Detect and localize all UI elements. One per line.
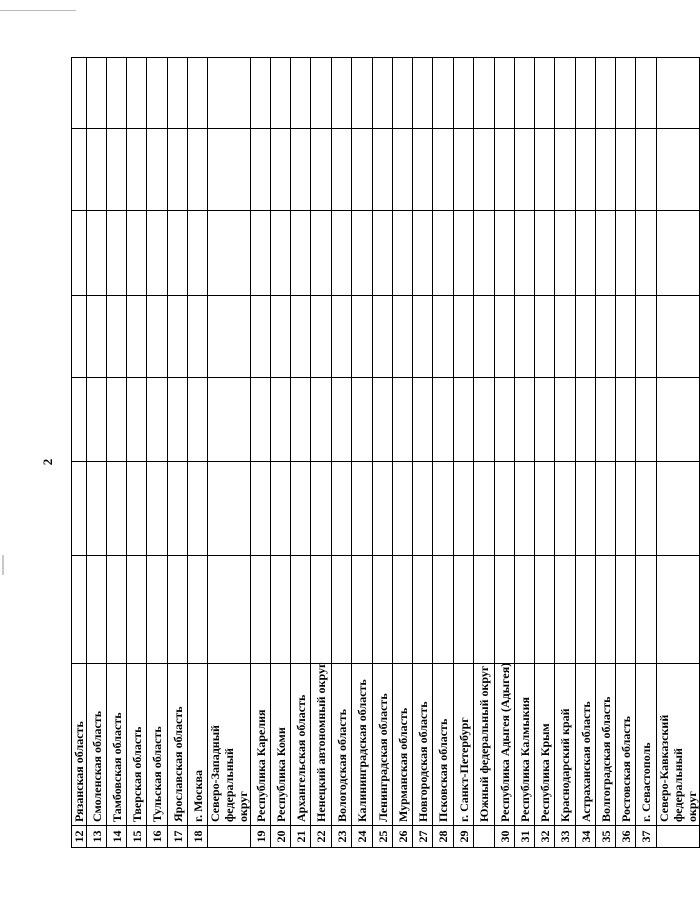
table-row	[107, 58, 127, 848]
region-name: Псковская область	[433, 664, 454, 826]
empty-cell	[535, 462, 555, 556]
empty-cell	[596, 211, 616, 296]
empty-cell	[636, 378, 657, 462]
empty-cell	[616, 462, 636, 556]
empty-cell	[168, 58, 188, 129]
empty-cell	[454, 556, 474, 664]
empty-cell	[616, 378, 636, 462]
row-number: 27	[413, 826, 433, 848]
empty-cell	[271, 462, 291, 556]
empty-cell	[332, 296, 352, 378]
row-number: 18	[188, 826, 208, 848]
table-row	[208, 58, 251, 848]
empty-cell	[72, 211, 87, 296]
empty-cell	[474, 378, 495, 462]
scan-edge-mark	[2, 555, 4, 575]
empty-cell	[535, 556, 555, 664]
region-name: Республика Карелия	[251, 664, 271, 826]
row-number: 20	[271, 826, 291, 848]
row-number: 33	[555, 826, 576, 848]
table-row	[535, 58, 555, 848]
empty-cell	[271, 296, 291, 378]
empty-cell	[352, 211, 373, 296]
empty-cell	[373, 378, 393, 462]
row-number: 22	[311, 826, 332, 848]
table-row	[495, 58, 515, 848]
empty-cell	[596, 378, 616, 462]
empty-cell	[495, 556, 515, 664]
empty-cell	[657, 211, 700, 296]
regions-table	[71, 57, 700, 848]
empty-cell	[147, 462, 168, 556]
region-name: Калининградская область	[352, 664, 373, 826]
empty-cell	[474, 129, 495, 211]
table-row	[87, 58, 107, 848]
empty-cell	[535, 58, 555, 129]
empty-cell	[576, 58, 596, 129]
empty-cell	[271, 58, 291, 129]
empty-cell	[251, 211, 271, 296]
empty-cell	[87, 58, 107, 129]
empty-cell	[515, 296, 535, 378]
empty-cell	[251, 58, 271, 129]
region-name: Вологодская область	[332, 664, 352, 826]
empty-cell	[251, 378, 271, 462]
row-number	[208, 826, 251, 848]
empty-cell	[332, 129, 352, 211]
empty-cell	[616, 296, 636, 378]
empty-cell	[291, 129, 311, 211]
empty-cell	[188, 129, 208, 211]
empty-cell	[87, 296, 107, 378]
empty-cell	[373, 58, 393, 129]
empty-cell	[311, 211, 332, 296]
empty-cell	[188, 378, 208, 462]
empty-cell	[373, 462, 393, 556]
empty-cell	[107, 129, 127, 211]
empty-cell	[271, 378, 291, 462]
empty-cell	[454, 378, 474, 462]
region-name: Краснодарский край	[555, 664, 576, 826]
empty-cell	[251, 129, 271, 211]
row-number: 16	[147, 826, 168, 848]
empty-cell	[616, 556, 636, 664]
region-name: Новгородская область	[413, 664, 433, 826]
region-name: Республика Крым	[535, 664, 555, 826]
empty-cell	[495, 211, 515, 296]
empty-cell	[515, 211, 535, 296]
row-number: 34	[576, 826, 596, 848]
row-number: 12	[72, 826, 87, 848]
empty-cell	[495, 378, 515, 462]
empty-cell	[433, 378, 454, 462]
region-name-continued: округ	[236, 791, 250, 822]
empty-cell	[147, 556, 168, 664]
row-number: 13	[87, 826, 107, 848]
empty-cell	[87, 129, 107, 211]
region-name: Мурманская область	[393, 664, 413, 826]
empty-cell	[208, 556, 251, 664]
empty-cell	[147, 58, 168, 129]
empty-cell	[188, 462, 208, 556]
empty-cell	[555, 462, 576, 556]
empty-cell	[251, 296, 271, 378]
empty-cell	[413, 211, 433, 296]
table-row	[474, 58, 495, 848]
empty-cell	[433, 556, 454, 664]
table-row	[147, 58, 168, 848]
region-name: Северо-Западный федеральный	[208, 725, 236, 822]
table-row	[127, 58, 147, 848]
empty-cell	[168, 462, 188, 556]
empty-cell	[373, 129, 393, 211]
empty-cell	[72, 129, 87, 211]
region-name: Астраханская область	[576, 664, 596, 826]
empty-cell	[413, 58, 433, 129]
empty-cell	[373, 296, 393, 378]
empty-cell	[291, 378, 311, 462]
empty-cell	[332, 556, 352, 664]
empty-cell	[168, 129, 188, 211]
region-name-cell	[208, 664, 251, 826]
region-name: Архангельская область	[291, 664, 311, 826]
empty-cell	[576, 462, 596, 556]
table-row	[311, 58, 332, 848]
empty-cell	[352, 378, 373, 462]
empty-cell	[454, 129, 474, 211]
table-row	[576, 58, 596, 848]
empty-cell	[352, 462, 373, 556]
empty-cell	[208, 462, 251, 556]
empty-cell	[208, 211, 251, 296]
empty-cell	[616, 58, 636, 129]
region-name: Республика Калмыкия	[515, 664, 535, 826]
empty-cell	[311, 58, 332, 129]
table-row	[596, 58, 616, 848]
empty-cell	[495, 58, 515, 129]
empty-cell	[208, 296, 251, 378]
empty-cell	[515, 129, 535, 211]
empty-cell	[393, 129, 413, 211]
empty-cell	[576, 129, 596, 211]
table-row	[413, 58, 433, 848]
empty-cell	[311, 129, 332, 211]
empty-cell	[147, 129, 168, 211]
empty-cell	[474, 58, 495, 129]
row-number	[657, 826, 700, 848]
empty-cell	[535, 296, 555, 378]
empty-cell	[87, 556, 107, 664]
empty-cell	[596, 296, 616, 378]
empty-cell	[657, 556, 700, 664]
empty-cell	[332, 58, 352, 129]
empty-cell	[657, 462, 700, 556]
region-name: Тверская область	[127, 664, 147, 826]
empty-cell	[127, 378, 147, 462]
empty-cell	[657, 58, 700, 129]
empty-cell	[433, 129, 454, 211]
empty-cell	[657, 129, 700, 211]
empty-cell	[474, 556, 495, 664]
row-number: 28	[433, 826, 454, 848]
empty-cell	[616, 211, 636, 296]
table-row	[188, 58, 208, 848]
empty-cell	[515, 378, 535, 462]
table-row	[636, 58, 657, 848]
empty-cell	[87, 378, 107, 462]
empty-cell	[495, 296, 515, 378]
table-row	[251, 58, 271, 848]
row-number	[474, 826, 495, 848]
empty-cell	[107, 556, 127, 664]
empty-cell	[352, 129, 373, 211]
empty-cell	[107, 296, 127, 378]
row-number: 35	[596, 826, 616, 848]
table-row	[373, 58, 393, 848]
empty-cell	[636, 556, 657, 664]
row-number: 25	[373, 826, 393, 848]
row-number: 19	[251, 826, 271, 848]
region-name: г. Москва	[188, 664, 208, 826]
empty-cell	[87, 211, 107, 296]
empty-cell	[311, 462, 332, 556]
empty-cell	[596, 462, 616, 556]
table-row	[454, 58, 474, 848]
empty-cell	[291, 296, 311, 378]
region-name-cell	[657, 664, 700, 826]
table-row	[168, 58, 188, 848]
empty-cell	[555, 129, 576, 211]
empty-cell	[127, 556, 147, 664]
row-number: 32	[535, 826, 555, 848]
empty-cell	[474, 296, 495, 378]
empty-cell	[515, 462, 535, 556]
empty-cell	[433, 462, 454, 556]
empty-cell	[393, 462, 413, 556]
region-name: Республика Адыгея (Адыгея)	[495, 664, 515, 826]
empty-cell	[208, 58, 251, 129]
empty-cell	[147, 211, 168, 296]
empty-cell	[168, 556, 188, 664]
empty-cell	[168, 211, 188, 296]
empty-cell	[535, 211, 555, 296]
empty-cell	[87, 462, 107, 556]
empty-cell	[413, 129, 433, 211]
empty-cell	[657, 296, 700, 378]
empty-cell	[271, 129, 291, 211]
empty-cell	[188, 556, 208, 664]
table-row	[332, 58, 352, 848]
empty-cell	[413, 462, 433, 556]
region-name: Северо-Кавказский федеральный	[657, 714, 685, 822]
empty-cell	[535, 129, 555, 211]
empty-cell	[373, 211, 393, 296]
empty-cell	[393, 211, 413, 296]
region-name: Ленинградская область	[373, 664, 393, 826]
scan-corner-mark	[0, 0, 76, 11]
empty-cell	[147, 378, 168, 462]
table-row	[352, 58, 373, 848]
empty-cell	[596, 556, 616, 664]
empty-cell	[433, 58, 454, 129]
empty-cell	[393, 378, 413, 462]
empty-cell	[127, 58, 147, 129]
table-row	[657, 58, 700, 848]
table-row	[433, 58, 454, 848]
table-row	[72, 58, 87, 848]
empty-cell	[636, 296, 657, 378]
empty-cell	[168, 378, 188, 462]
empty-cell	[413, 378, 433, 462]
row-number: 36	[616, 826, 636, 848]
empty-cell	[555, 211, 576, 296]
empty-cell	[393, 556, 413, 664]
empty-cell	[127, 129, 147, 211]
empty-cell	[576, 296, 596, 378]
table-row	[271, 58, 291, 848]
empty-cell	[147, 296, 168, 378]
empty-cell	[352, 58, 373, 129]
region-name: г. Севастополь	[636, 664, 657, 826]
table-row	[515, 58, 535, 848]
empty-cell	[495, 129, 515, 211]
empty-cell	[636, 462, 657, 556]
empty-cell	[107, 58, 127, 129]
table-row	[291, 58, 311, 848]
empty-cell	[555, 58, 576, 129]
empty-cell	[515, 556, 535, 664]
empty-cell	[188, 211, 208, 296]
empty-cell	[72, 462, 87, 556]
empty-cell	[474, 211, 495, 296]
empty-cell	[127, 296, 147, 378]
row-number: 15	[127, 826, 147, 848]
empty-cell	[454, 211, 474, 296]
empty-cell	[413, 296, 433, 378]
row-number: 23	[332, 826, 352, 848]
region-name: Тамбовская область	[107, 664, 127, 826]
empty-cell	[188, 58, 208, 129]
region-name: г. Санкт-Петербург	[454, 664, 474, 826]
empty-cell	[636, 58, 657, 129]
empty-cell	[311, 556, 332, 664]
row-number: 37	[636, 826, 657, 848]
row-number: 17	[168, 826, 188, 848]
empty-cell	[168, 296, 188, 378]
empty-cell	[373, 556, 393, 664]
empty-cell	[332, 462, 352, 556]
empty-cell	[291, 211, 311, 296]
row-number: 14	[107, 826, 127, 848]
empty-cell	[433, 211, 454, 296]
empty-cell	[393, 296, 413, 378]
empty-cell	[107, 378, 127, 462]
table-row	[555, 58, 576, 848]
empty-cell	[596, 129, 616, 211]
empty-cell	[454, 296, 474, 378]
empty-cell	[291, 58, 311, 129]
empty-cell	[107, 211, 127, 296]
empty-cell	[311, 378, 332, 462]
empty-cell	[474, 462, 495, 556]
empty-cell	[127, 211, 147, 296]
row-number: 21	[291, 826, 311, 848]
page-number: 2	[40, 458, 55, 466]
empty-cell	[433, 296, 454, 378]
region-name: Ярославская область	[168, 664, 188, 826]
region-name: Ростовская область	[616, 664, 636, 826]
empty-cell	[352, 296, 373, 378]
regions-table-sheet	[71, 58, 699, 848]
region-name: Ненецкий автономный округ	[311, 664, 332, 826]
empty-cell	[616, 129, 636, 211]
empty-cell	[636, 129, 657, 211]
empty-cell	[596, 58, 616, 129]
row-number: 30	[495, 826, 515, 848]
region-name: Волгоградская область	[596, 664, 616, 826]
empty-cell	[188, 296, 208, 378]
empty-cell	[251, 556, 271, 664]
empty-cell	[332, 211, 352, 296]
empty-cell	[311, 296, 332, 378]
empty-cell	[72, 58, 87, 129]
empty-cell	[515, 58, 535, 129]
empty-cell	[454, 58, 474, 129]
empty-cell	[332, 378, 352, 462]
table-row	[393, 58, 413, 848]
region-name: Республика Коми	[271, 664, 291, 826]
empty-cell	[107, 462, 127, 556]
empty-cell	[72, 556, 87, 664]
empty-cell	[208, 129, 251, 211]
empty-cell	[271, 211, 291, 296]
empty-cell	[555, 556, 576, 664]
row-number: 24	[352, 826, 373, 848]
empty-cell	[291, 556, 311, 664]
empty-cell	[251, 462, 271, 556]
empty-cell	[72, 296, 87, 378]
row-number: 29	[454, 826, 474, 848]
empty-cell	[72, 378, 87, 462]
region-name: Южный федеральный округ	[474, 664, 495, 826]
empty-cell	[127, 462, 147, 556]
empty-cell	[555, 378, 576, 462]
region-name-continued: округ	[685, 791, 699, 822]
empty-cell	[291, 462, 311, 556]
region-name: Рязанская область	[72, 664, 87, 826]
empty-cell	[576, 556, 596, 664]
empty-cell	[636, 211, 657, 296]
empty-cell	[413, 556, 433, 664]
empty-cell	[208, 378, 251, 462]
empty-cell	[576, 211, 596, 296]
empty-cell	[393, 58, 413, 129]
empty-cell	[535, 378, 555, 462]
region-name: Тульская область	[147, 664, 168, 826]
empty-cell	[576, 378, 596, 462]
empty-cell	[454, 462, 474, 556]
table-row	[616, 58, 636, 848]
empty-cell	[352, 556, 373, 664]
empty-cell	[657, 378, 700, 462]
row-number: 26	[393, 826, 413, 848]
row-number: 31	[515, 826, 535, 848]
region-name: Смоленская область	[87, 664, 107, 826]
empty-cell	[271, 556, 291, 664]
empty-cell	[495, 462, 515, 556]
empty-cell	[555, 296, 576, 378]
